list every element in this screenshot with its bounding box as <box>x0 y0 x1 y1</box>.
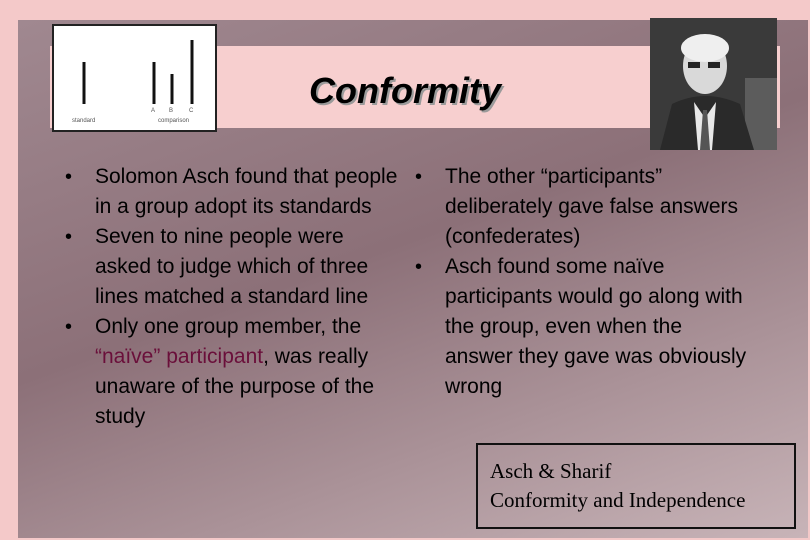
citation-title: Conformity and Independence <box>490 488 746 512</box>
right-bullet: • Asch found some naïve participants would go along with the group, even when the answer they gave was obviously wrong <box>403 252 753 402</box>
portrait-figure <box>650 18 777 150</box>
bullet-text: , was really unaware of the purpose of the study <box>95 345 375 428</box>
right-bullet: • The other “participants” deliberately gave false answers (confederates) <box>403 162 753 252</box>
citation-authors: Asch & Sharif <box>490 459 612 483</box>
letter-c: C <box>189 108 194 114</box>
letter-a: A <box>151 108 156 114</box>
left-bullet <box>53 312 398 432</box>
solomon-asch-portrait <box>650 18 777 150</box>
left-column <box>53 162 398 432</box>
citation-box <box>476 443 796 529</box>
highlighted-term: “naïve” participant <box>95 345 264 368</box>
lines-figure <box>54 26 215 130</box>
left-bullet: • Solomon Asch found that people in a group adopt its standards <box>53 162 398 222</box>
bullet-text: Only one group member, the <box>95 315 362 338</box>
right-column <box>403 162 753 402</box>
standard-label: standard <box>72 118 96 124</box>
letter-b: B <box>169 108 174 114</box>
comparison-label: comparison <box>158 118 190 124</box>
asch-lines-image <box>52 24 217 132</box>
left-bullet: • Seven to nine people were asked to judge which of three lines matched a standard line <box>53 222 398 312</box>
slide-title: Conformity <box>309 70 501 111</box>
